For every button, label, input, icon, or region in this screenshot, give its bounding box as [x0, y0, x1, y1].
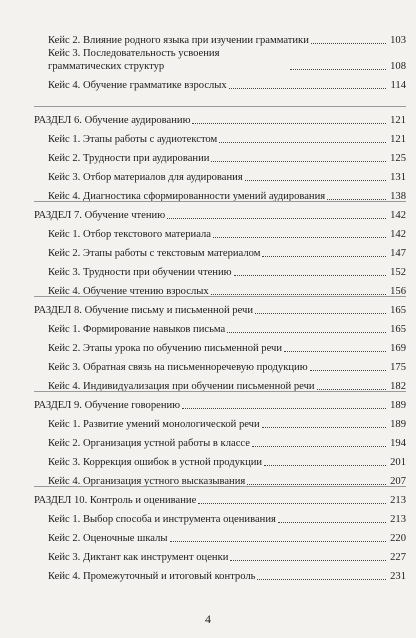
- toc-block-1: [34, 28, 406, 92]
- toc-entry-title: Кейс 4. Промежуточный и итоговый контроль: [48, 571, 256, 582]
- toc-entry-title: Кейс 4. Диагностика сформированности умений аудирования: [48, 191, 326, 202]
- dot-leader: [227, 331, 386, 333]
- section-divider: [34, 106, 406, 107]
- section-divider: [34, 296, 406, 297]
- dot-leader: [198, 502, 386, 504]
- dot-leader: [311, 42, 386, 44]
- dot-leader: [247, 483, 386, 485]
- dot-leader: [182, 407, 386, 409]
- toc-page-number: 156: [390, 286, 406, 297]
- toc-page-number: 194: [390, 438, 406, 449]
- dot-leader: [211, 160, 386, 162]
- toc-entry-title: Кейс 3. Трудности при обучении чтению: [48, 267, 232, 278]
- toc-entry-title: РАЗДЕЛ 9. Обучение говорению: [34, 400, 181, 411]
- toc-entry-title: Кейс 2. Этапы урока по обучению письменной речи: [48, 343, 283, 354]
- toc-case-entry: [34, 431, 406, 450]
- toc-case-entry: [34, 545, 406, 564]
- toc-entry-title: Кейс 1. Выбор способа и инструмента оценивания: [48, 514, 276, 525]
- toc-case-entry: [34, 165, 406, 184]
- section-divider: [34, 391, 406, 392]
- toc-block-2: [34, 108, 406, 203]
- toc-entry-title: РАЗДЕЛ 7. Обучение чтению: [34, 210, 166, 221]
- dot-leader: [290, 68, 386, 70]
- toc-entry-title: Кейс 2. Трудности при аудировании: [48, 153, 210, 164]
- toc-page-number: 189: [390, 400, 406, 411]
- toc-entry-title: РАЗДЕЛ 6. Обучение аудированию: [34, 115, 191, 126]
- toc-case-entry: [34, 336, 406, 355]
- toc-page-number: 165: [390, 305, 406, 316]
- toc-case-entry: [34, 526, 406, 545]
- toc-entry-title: Кейс 4. Индивидуализация при обучении письменной речи: [48, 381, 315, 392]
- section-divider: [34, 486, 406, 487]
- section-divider: [34, 201, 406, 202]
- toc-entry-title: Кейс 3. Диктант как инструмент оценки: [48, 552, 229, 563]
- toc-entry-title: Кейс 2. Организация устной работы в классе: [48, 438, 250, 449]
- toc-section-entry: [34, 108, 406, 127]
- dot-leader: [310, 369, 386, 371]
- toc-page-number: 189: [390, 419, 406, 430]
- toc-entry-title: Кейс 3. Отбор материалов для аудирования: [48, 172, 243, 183]
- toc-case-entry: [34, 317, 406, 336]
- toc-entry-title: Кейс 1. Развитие умений монологической речи: [48, 419, 260, 430]
- toc-entry-title: Кейс 2. Этапы работы с текстовым материалом: [48, 248, 261, 259]
- toc-case-entry: [34, 28, 406, 47]
- toc-page-number: 207: [390, 476, 406, 487]
- toc-case-entry: [34, 564, 406, 583]
- dot-leader: [211, 293, 386, 295]
- toc-page-number: 213: [390, 514, 406, 525]
- dot-leader: [284, 350, 386, 352]
- toc-case-entry: [34, 146, 406, 165]
- toc-page-number: 182: [390, 381, 406, 392]
- toc-page-number: 175: [390, 362, 406, 373]
- toc-page-number: 138: [390, 191, 406, 202]
- toc-page-number: 142: [390, 229, 406, 240]
- toc-entry-title: Кейс 4. Организация устного высказывания: [48, 476, 246, 487]
- dot-leader: [262, 426, 386, 428]
- toc-case-entry: [34, 412, 406, 431]
- toc-page-number: 114: [390, 80, 406, 91]
- dot-leader: [229, 87, 386, 89]
- toc-page-number: 108: [390, 61, 406, 72]
- toc-case-entry: [34, 507, 406, 526]
- dot-leader: [264, 464, 386, 466]
- toc-entry-title: Кейс 1. Формирование навыков письма: [48, 324, 226, 335]
- toc-entry-title: Кейс 4. Обучение грамматике взрослых: [48, 80, 227, 91]
- dot-leader: [317, 388, 386, 390]
- dot-leader: [252, 445, 386, 447]
- toc-page-number: 169: [390, 343, 406, 354]
- toc-page-number: 220: [390, 533, 406, 544]
- toc-page-number: 121: [390, 115, 406, 126]
- dot-leader: [327, 198, 386, 200]
- dot-leader: [192, 122, 386, 124]
- toc-case-entry: [34, 127, 406, 146]
- toc-case-entry: [34, 260, 406, 279]
- toc-entry-title: Кейс 3. Коррекция ошибок в устной продукции: [48, 457, 263, 468]
- toc-page-number: 103: [390, 35, 406, 46]
- toc-case-entry: [34, 450, 406, 469]
- toc-entry-title: Кейс 2. Влияние родного языка при изучении грамматики: [48, 35, 309, 46]
- toc-entry-title: РАЗДЕЛ 10. Контроль и оценивание: [34, 495, 197, 506]
- toc-page-number: 131: [390, 172, 406, 183]
- toc-page-number: 231: [390, 571, 406, 582]
- toc-block-3: [34, 203, 406, 298]
- toc-section-entry: [34, 393, 406, 412]
- dot-leader: [234, 274, 386, 276]
- toc-entry-title: Кейс 3. Обратная связь на письменноречевую продукцию: [48, 362, 308, 373]
- toc-case-entry: [34, 222, 406, 241]
- dot-leader: [170, 540, 387, 542]
- toc-page-number: 152: [390, 267, 406, 278]
- toc-page-number: 201: [390, 457, 406, 468]
- dot-leader: [167, 217, 386, 219]
- toc-case-entry: [34, 73, 406, 92]
- dot-leader: [278, 521, 386, 523]
- toc-entry-title: Кейс 2. Оценочные шкалы: [48, 533, 168, 544]
- toc-block-4: [34, 298, 406, 393]
- toc-entry-title: Кейс 4. Обучение чтению взрослых: [48, 286, 209, 297]
- dot-leader: [213, 236, 386, 238]
- dot-leader: [230, 559, 386, 561]
- toc-block-5: [34, 393, 406, 488]
- dot-leader: [262, 255, 386, 257]
- dot-leader: [255, 312, 386, 314]
- dot-leader: [245, 179, 386, 181]
- toc-page-number: 213: [390, 495, 406, 506]
- toc-page-number: 147: [390, 248, 406, 259]
- toc-section-entry: [34, 203, 406, 222]
- dot-leader: [257, 578, 386, 580]
- page-number: 4: [205, 612, 211, 626]
- toc-entry-title: РАЗДЕЛ 8. Обучение письму и письменной речи: [34, 305, 254, 316]
- toc-section-entry: [34, 298, 406, 317]
- toc-entry-title: Кейс 1. Этапы работы с аудиотекстом: [48, 134, 218, 145]
- toc-case-entry: [34, 47, 406, 73]
- dot-leader: [219, 141, 386, 143]
- toc-block-6: [34, 488, 406, 583]
- toc-section-entry: [34, 488, 406, 507]
- toc-page-number: 125: [390, 153, 406, 164]
- toc-entry-title: Кейс 1. Отбор текстового материала: [48, 229, 211, 240]
- toc-page-number: 227: [390, 552, 406, 563]
- toc-page-number: 165: [390, 324, 406, 335]
- toc-entry-title: Кейс 3. Последовательность усвоения грамматических структур: [48, 48, 220, 72]
- toc-page-number: 142: [390, 210, 406, 221]
- toc-page-number: 121: [390, 134, 406, 145]
- toc-case-entry: [34, 355, 406, 374]
- toc-case-entry: [34, 241, 406, 260]
